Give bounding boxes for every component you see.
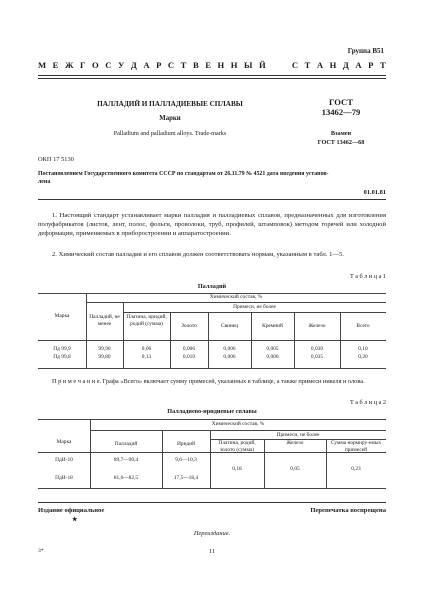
t2-cell: 89,7—90,4 — [113, 457, 139, 463]
t1-head-col: Золото — [181, 323, 197, 329]
banner-letter: Р — [368, 60, 374, 70]
banner-letter: Ж — [64, 60, 74, 70]
t1-cell: 0,10 — [358, 346, 368, 352]
effective-date: 01.01.81 — [363, 189, 386, 196]
decree-line1: Постановлением Государственного комитета СССР по стандартам от 26.11.79 № 4521 дата введения установ- — [38, 171, 329, 177]
t2-head-col: Платина, родий, золото (сумма) — [218, 440, 256, 453]
footer-rule — [38, 502, 386, 503]
t1-cell: 99,80 — [98, 354, 111, 360]
t2-head-ir: Иридий — [177, 441, 195, 447]
t2-cell: 0,23 — [351, 466, 361, 472]
banner-letter: В — [192, 60, 199, 70]
t1-cell: 0,006 — [182, 346, 196, 352]
t1-head-chem: Химический состав, % — [209, 294, 263, 300]
official-edition: Издание официальное — [38, 507, 105, 514]
banner-letter: Р — [156, 60, 162, 70]
t1-cell: 0,13 — [141, 354, 152, 360]
t1-head-pd: Палладий, не менее — [89, 314, 120, 327]
english-title: Palladium and palladium alloys. Trade-marks — [113, 130, 227, 137]
t1-head-col: Свинец — [220, 323, 239, 329]
standard-banner — [38, 60, 386, 72]
t2-cell: ПдИ-10 — [55, 457, 73, 463]
t2-head-pd: Палладий — [114, 441, 138, 447]
star-icon: ★ — [72, 517, 78, 523]
t1-cell: 0,006 — [223, 346, 236, 352]
paragraph-2: 2. Химический состав палладия и его сплавов должен соответствовать нормам, указанным в табл. 1—5. — [52, 251, 344, 258]
banner-letter: Й — [258, 60, 266, 70]
t2-cell: 9,6—10,3 — [175, 457, 197, 463]
table2-label: Т а б л и ц а 2 — [349, 399, 386, 406]
t1-cell: 99,90 — [98, 346, 111, 352]
doc-title: ПАЛЛАДИЙ И ПАЛЛАДИЕВЫЕ СПЛАВЫ — [97, 100, 243, 108]
banner-letter: Д — [342, 60, 349, 70]
table1-rule — [38, 368, 386, 369]
t2-head-col: Железо — [286, 440, 304, 446]
table2-rule — [90, 430, 386, 431]
t2-cell: 0,05 — [290, 466, 300, 472]
banner-letter: А — [355, 60, 362, 70]
table1-rule — [38, 340, 386, 341]
table1-rule — [86, 302, 386, 303]
t1-head-col: Кремний — [262, 323, 283, 329]
table1-title: Палладий — [197, 283, 227, 290]
t2-cell: ПдИ-18 — [55, 475, 73, 481]
table2-rule — [38, 488, 386, 489]
table2-title: Палладиево-иридиевые сплавы — [167, 408, 257, 415]
doc-subtitle: Марки — [159, 115, 181, 122]
banner-letter: Д — [130, 60, 137, 70]
table1-label: Т а б л и ц а 1 — [349, 273, 386, 280]
t2-cell: 17,5—18,4 — [173, 475, 199, 481]
t1-cell: 0,06 — [141, 346, 152, 352]
gost-label: ГОСТ — [329, 97, 353, 107]
banner-letter: У — [118, 60, 125, 70]
gost-number: 13462—79 — [321, 107, 361, 117]
banner-letter: Н — [329, 60, 337, 70]
t1-head-col: Платина, иридий, родий (сумма) — [126, 314, 167, 327]
replaces-gost: ГОСТ 13462—68 — [317, 139, 365, 146]
banner-letter: А — [143, 60, 150, 70]
t1-cell: 0,006 — [223, 354, 236, 360]
t2-head-col: Сумма нормиру-емых примесей — [330, 440, 382, 453]
t1-cell: 0,006 — [266, 354, 279, 360]
banner-letter: Т — [180, 60, 187, 70]
t1-cell: 0,035 — [310, 354, 324, 360]
table2-rule — [326, 439, 327, 488]
banner-letter: Т — [304, 60, 311, 70]
section-rule — [38, 199, 386, 200]
t1-cell: Пд 99,9 — [53, 346, 71, 352]
banner-letter: Е — [205, 60, 211, 70]
t2-cell: 81,6—82,5 — [113, 475, 139, 481]
t1-cell: 0,010 — [182, 354, 196, 360]
banner-letter: Ы — [243, 60, 253, 70]
t1-cell: 0,20 — [358, 354, 368, 360]
replaces-label: Взамен — [330, 130, 352, 137]
banner-letter: С — [167, 60, 175, 70]
decree-line2: лена — [38, 179, 51, 185]
banner-letter: С — [291, 60, 299, 70]
t1-head-col: Всего — [356, 323, 370, 329]
t2-cell: 0,18 — [232, 466, 242, 472]
banner-letter: Н — [217, 60, 225, 70]
group-code: Группа В51 — [347, 47, 384, 55]
header-rule — [38, 75, 386, 79]
page-number: 11 — [208, 548, 216, 555]
banner-letter: О — [92, 60, 99, 70]
signature-mark: 3* — [38, 548, 44, 554]
banner-letter: С — [105, 60, 112, 70]
t1-cell: 0,005 — [266, 346, 279, 352]
t2-head-impurities: Примеси, не более — [276, 432, 320, 438]
t2-head-chem: Химический состав, % — [211, 421, 265, 427]
okp-code: ОКП 17 5130 — [38, 156, 74, 163]
reissue-note: Переиздание. — [193, 530, 231, 537]
banner-letter: Н — [230, 60, 238, 70]
banner-letter: Е — [52, 60, 59, 70]
t1-head-mark: Марка — [54, 313, 70, 319]
banner-letter: Т — [379, 60, 386, 70]
banner-letter: М — [38, 60, 47, 70]
t1-head-col: Железо — [308, 323, 326, 329]
banner-letter: Г — [80, 60, 86, 70]
t2-head-mark: Марка — [56, 439, 72, 445]
table1-rule — [123, 312, 386, 313]
t1-cell: 0,030 — [310, 346, 324, 352]
t1-cell: Пд 99,8 — [53, 354, 71, 360]
paragraph-1: 1. Настоящий стандарт устанавливает марки палладия и палладиевых сплавов, предназначенных для изготовления полуфабрикатов (листов, лент, полос, фольги, проволоки, труб, профилей, штамповок) методом горячей или холодной деформации, применяемых в приборостроении и аппаратостроении. — [38, 212, 386, 238]
table1-note: П р и м е ч а н и е. Графа «Всего» включает сумму примесей, указанных в таблице, а также примеси никеля и олова. — [52, 378, 365, 385]
table2 — [38, 419, 386, 489]
t1-head-impurities: Примеси, не более — [233, 304, 276, 310]
banner-letter: А — [316, 60, 324, 70]
reprint-prohibited: Перепечатка воспрещена — [310, 507, 386, 514]
table1 — [38, 293, 386, 369]
